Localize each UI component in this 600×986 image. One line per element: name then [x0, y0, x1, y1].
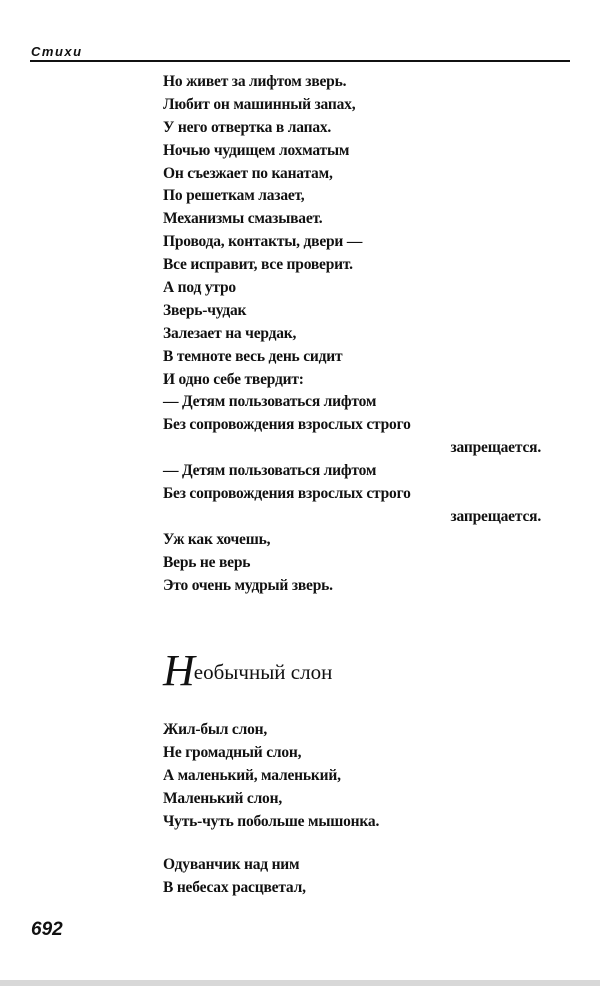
poem-line: Одуванчик над ним	[163, 856, 300, 874]
poem-line: Механизмы смазывает.	[163, 210, 323, 228]
poem-line: Жил-был слон,	[163, 721, 268, 738]
poem-line: Это очень мудрый зверь.	[163, 576, 333, 594]
header-rule	[30, 60, 570, 62]
poem-line: — Детям пользоваться лифтом	[163, 393, 377, 411]
poem-line: Залезает на чердак,	[163, 324, 297, 342]
poem-lift-beast	[163, 71, 541, 597]
running-head: Стихи	[31, 44, 83, 59]
poem-line: Провода, контакты, двери —	[163, 233, 363, 251]
poem-line: В темноте весь день сидит	[163, 347, 343, 365]
poem-line: Но живет за лифтом зверь.	[163, 73, 347, 90]
stanza-break	[163, 833, 541, 854]
poem-line: А под утро	[163, 279, 236, 297]
poem-line: — Детям пользоваться лифтом	[163, 462, 377, 480]
poem-title	[163, 645, 332, 696]
poem-unusual-elephant	[163, 719, 541, 900]
poem-line: Зверь-чудак	[163, 301, 247, 319]
poem-line: Ночью чудищем лохматым	[163, 141, 350, 159]
poem-line: Маленький слон,	[163, 789, 283, 807]
poem-line: Все исправит, все проверит.	[163, 256, 353, 274]
poem-line: А маленький, маленький,	[163, 766, 341, 784]
page-bottom-edge	[0, 980, 600, 986]
poem-line: Он съезжает по канатам,	[163, 164, 333, 182]
title-initial: Н	[163, 646, 195, 695]
poem-line: Чуть-чуть побольше мышонка.	[163, 812, 380, 830]
poem-line: Уж как хочешь,	[163, 530, 271, 548]
poem-line: У него отвертка в лапах.	[163, 118, 332, 136]
poem-line: Без сопровождения взрослых строго	[163, 485, 411, 503]
poem-line: Любит он машинный запах,	[163, 95, 356, 113]
poem-line: Без сопровождения взрослых строго	[163, 416, 411, 434]
poem-line: запрещается.	[450, 507, 541, 525]
title-rest: еобычный слон	[193, 660, 333, 684]
poem-line: По решеткам лазает,	[163, 187, 305, 205]
page-number: 692	[31, 919, 63, 940]
poem-line: Не громадный слон,	[163, 743, 302, 761]
poem-line: В небесах расцветал,	[163, 879, 306, 897]
poem-line: запрещается.	[450, 439, 541, 457]
poem-line: Верь не верь	[163, 553, 251, 571]
poem-line: И одно себе твердит:	[163, 370, 304, 388]
